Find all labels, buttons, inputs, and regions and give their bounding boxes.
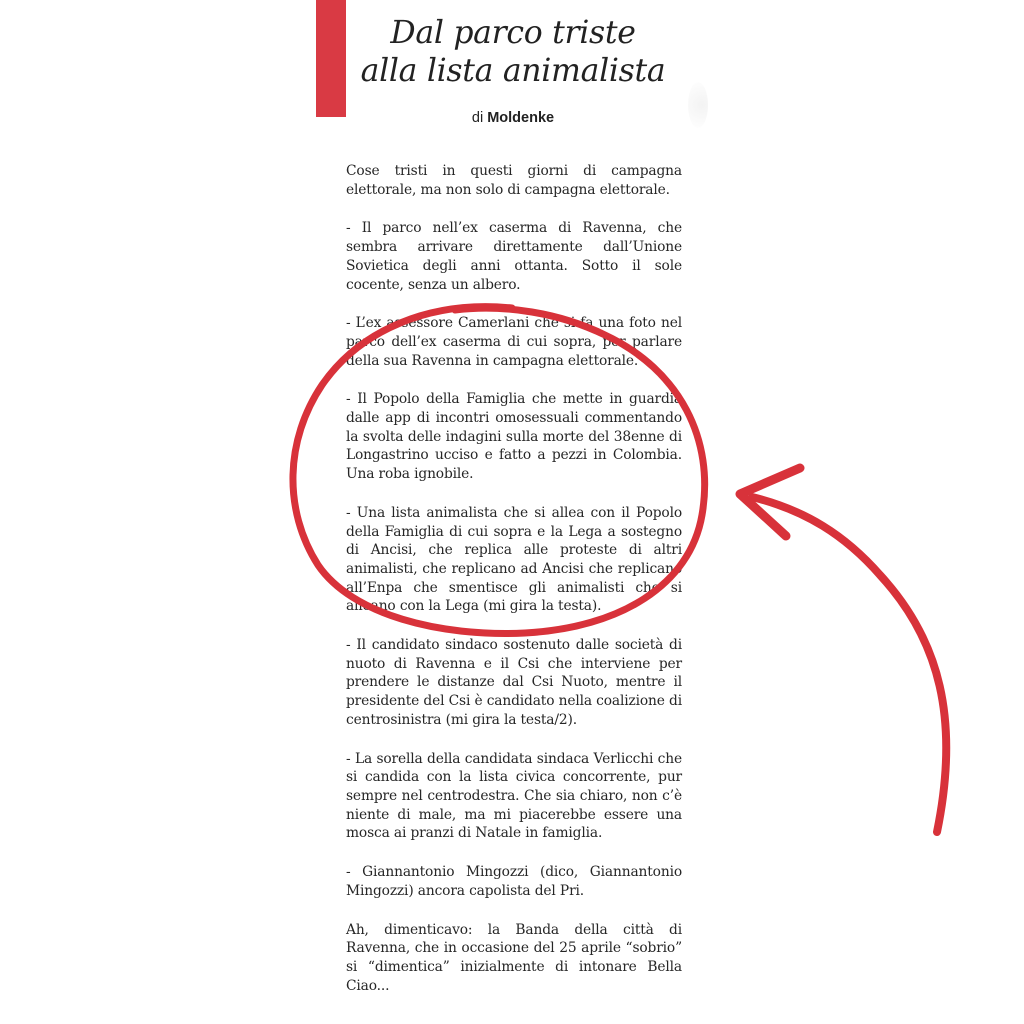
article-paragraph-2: - Il parco nell’ex caserma di Ravenna, che sembra arrivare direttamente dall’Unione Sovietica degli anni ottanta. Sotto il sole cocente, senza un albero. <box>346 220 682 293</box>
article-paragraph-3: - L’ex assessore Camerlani che si fa una foto nel parco dell’ex caserma di cui sopra, per parlare della sua Ravenna in campagna elettorale. <box>346 315 682 369</box>
byline-author: Moldenke <box>487 110 555 126</box>
article-paragraph-8: - Giannantonio Mingozzi (dico, Giannantonio Mingozzi) ancora capolista del Pri. <box>346 864 682 899</box>
article-paragraph-7: - La sorella della candidata sindaca Verlicchi che si candida con la lista civica concorrente, pur sempre nel centrodestra. Che sia chiaro, non c’è niente di male, ma mi piacerebbe essere una mosca ai pranzi di Natale in famiglia. <box>346 750 682 842</box>
page-curl-shadow <box>688 82 708 128</box>
article-paragraph-9: Ah, dimenticavo: la Banda della città di Ravenna, che in occasione del 25 aprile “sobrio” si “dimentica” inizialmente di intonare Bella Ciao... <box>346 921 682 994</box>
article-title <box>360 14 666 90</box>
accent-bar <box>316 0 346 117</box>
article-paragraph-6: - Il candidato sindaco sostenuto dalle società di nuoto di Ravenna e il Csi che interviene per prendere le distanze dal Csi Nuoto, mentre il presidente del Csi è candidato nella coalizione di centrosinistra (mi gira la testa/2). <box>346 637 682 728</box>
article-body <box>346 162 682 1015</box>
article-paragraph-4: - Il Popolo della Famiglia che mette in guardia dalle app di incontri omosessuali commentando la svolta delle indagini sulla morte del 38enne di Longastrino ucciso e fatto a pezzi in Colombia. Una roba ignobile. <box>346 391 682 483</box>
article-paragraph-1: Cose tristi in questi giorni di campagna elettorale, ma non solo di campagna elettorale. <box>346 163 682 198</box>
curved-arrow-shaft <box>752 497 946 832</box>
byline-prefix: di <box>471 110 488 126</box>
article-paragraph-5: - Una lista animalista che si allea con il Popolo della Famiglia di cui sopra e la Lega a sostegno di Ancisi, che replica alle proteste di altri animalisti, che replicano ad Ancisi che replicano all’Enpa che smentisce gli animalisti che si alleano con la Lega (mi gira la testa). <box>346 504 682 615</box>
article-title-line-2: alla lista animalista <box>360 53 666 89</box>
curved-arrow-head <box>740 468 800 536</box>
article-title-line-1: Dal parco triste <box>390 15 636 51</box>
byline <box>360 110 666 126</box>
